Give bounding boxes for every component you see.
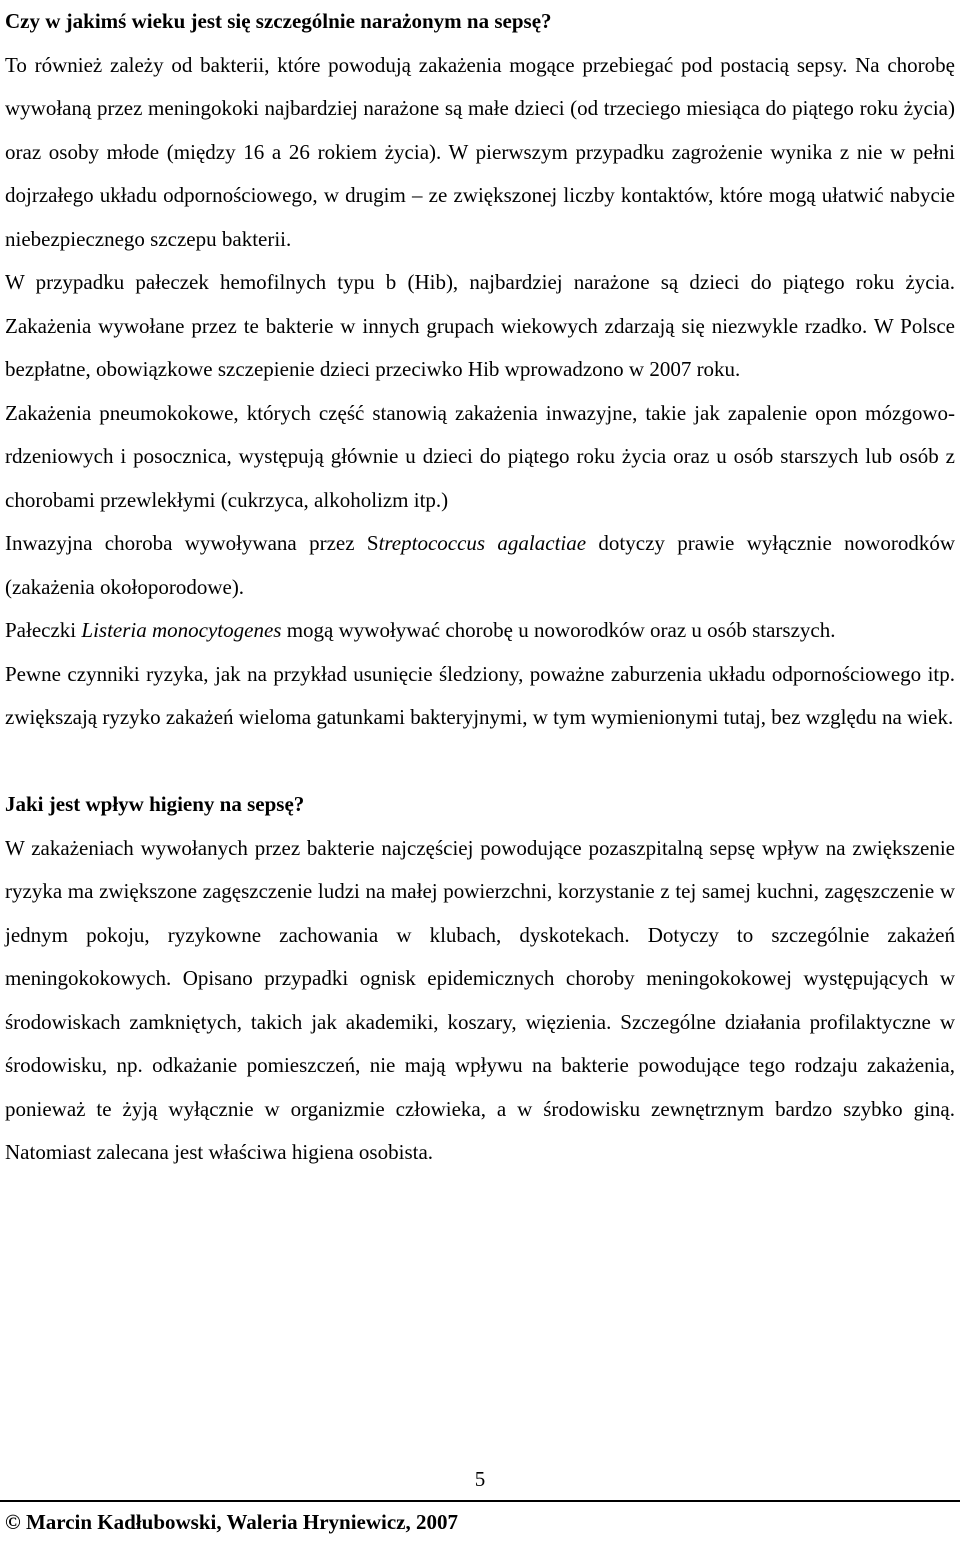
paragraph-listeria-text-start: Pałeczki [5,618,82,642]
section-spacer [5,740,955,784]
paragraph-streptococcus-text-end: dotyczy prawie wyłącznie noworodków (zakażenia okołoporodowe). [5,531,955,599]
paragraph-pneumococci: Zakażenia pneumokokowe, których część stanowią zakażenia inwazyjne, takie jak zapalenie opon mózgowo-rdzeniowych i posocznica, występują głównie u dzieci do piątego roku życia oraz u osób starszych lub osób z chorobami przewlekłymi (cukrzyca, alkoholizm itp.) [5,400,955,512]
paragraph-listeria [5,609,955,653]
paragraph-hib: W przypadku pałeczek hemofilnych typu b (Hib), najbardziej narażone są dzieci do piątego roku życia. Zakażenia wywołane przez te bakterie w innych grupach wiekowych zdarzają się niezwykle rzadko. W Polsce bezpłatne, obowiązkowe szczepienie dzieci przeciwko Hib wprowadzono w 2007 roku. [5,270,955,381]
paragraph-streptococcus-species: treptococcus agalactiae [378,531,587,555]
section-heading-age-risk: Czy w jakimś wieku jest się szczególnie narażonym na sepsę? [5,9,552,33]
paragraph-hygiene: W zakażeniach wywołanych przez bakterie najczęściej powodujące pozaszpitalną sepsę wpływ na zwiększenie ryzyka ma zwiększone zagęszczenie ludzi na małej powierzchni, korzystanie z tej samej kuchni, zagęszczenie w jednym pokoju, ryzykowne zachowania w klubach, dyskotekach. Dotyczy to szczególnie zakażeń meningokokowych. Opisano przypadki ognisk epidemicznych choroby meningokokowej występujących w środowiskach zamkniętych, takich jak akademiki, koszary, więzienia. Szczególne działania profilaktyczne w środowisku, np. odkażanie pomieszczeń, nie mają wpływu na bakterie powodujące tego rodzaju zakażenia, ponieważ te żyją wyłącznie w organizmie człowieka, a w środowisku zewnętrznym bardzo szybko giną. Natomiast zalecana jest właściwa higiena osobista. [5,835,955,1164]
section-heading-hygiene: Jaki jest wpływ higieny na sepsę? [5,792,305,816]
footer-credit: © Marcin Kadłubowski, Waleria Hryniewicz, 2007 [5,1510,458,1534]
paragraph-listeria-text-end: mogą wywoływać chorobę u noworodków oraz u osób starszych. [281,618,836,642]
paragraph-streptococcus [5,522,955,609]
paragraph-listeria-species: Listeria monocytogenes [81,618,282,642]
paragraph-streptococcus-text-start: Inwazyjna choroba wywoływana przez S [5,531,379,555]
paragraph-risk-factors: Pewne czynniki ryzyka, jak na przykład usunięcie śledziony, poważne zaburzenia układu odpornościowego itp. zwiększają ryzyko zakażeń wieloma gatunkami bakteryjnymi, w tym wymienionymi tutaj, bez względu na wiek. [5,661,955,729]
paragraph-meningococci: To również zależy od bakterii, które powodują zakażenia mogące przebiegać pod postacią sepsy. Na chorobę wywołaną przez meningokoki najbardziej narażone są małe dzieci (od trzeciego miesiąca do piątego roku życia) oraz osoby młode (między 16 a 26 rokiem życia). W pierwszym przypadku zagrożenie wynika z nie w pełni dojrzałego układu odpornościowego, w drugim – ze zwiększonej liczby kontaktów, które mogą ułatwić nabycie niebezpiecznego szczepu bakterii. [5,52,955,251]
footer-divider [0,1500,960,1502]
page-number: 5 [474,1467,486,1491]
document-page [5,0,955,1175]
